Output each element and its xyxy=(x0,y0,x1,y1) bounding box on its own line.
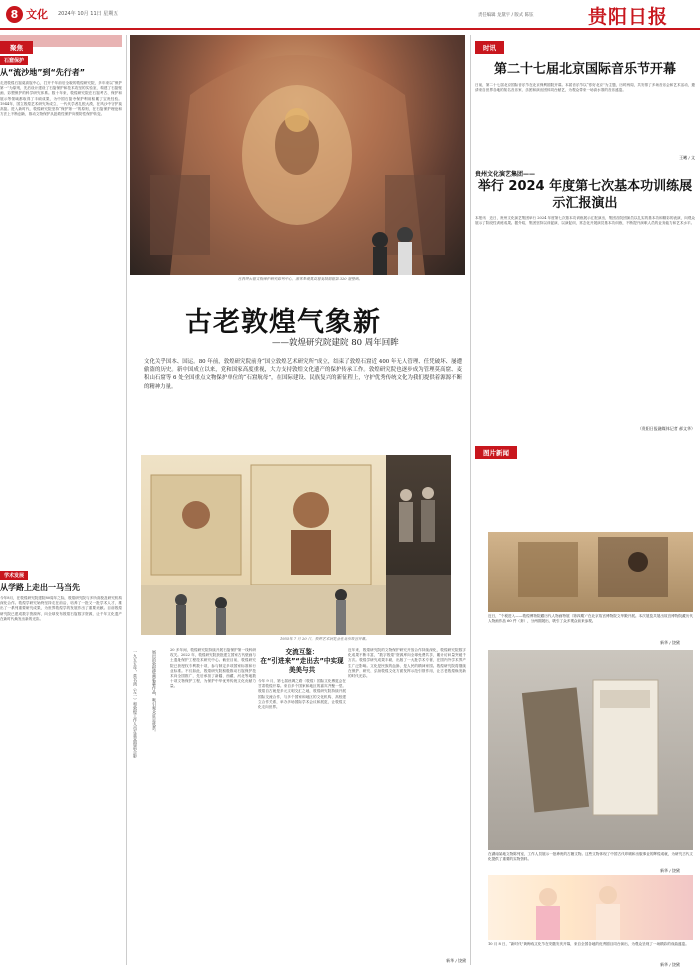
center-footer-credit: 新华 / 饶黛 xyxy=(446,958,466,963)
photo-news-credit-1: 新华 / 饶黛 xyxy=(660,640,680,645)
center-column-c xyxy=(348,648,466,964)
center-column-c-body: 近年来，敦煌研究院的文物保护研究开放合作持续深化，敦煌研究院数字化成果不断丰富，“数字敦煌”资源库向全球免费共享，累计访问量突破千万次。敦煌学研究成果丰硕，出版了一大批学术专著，在国内外学术界产生广泛影响。文化是民族的血脉，是人民的精神家园。敦煌研究院将继续在保护、研究、弘扬敦煌文化方面发挥示范引领作用，让古老敦煌焕发新的时代光彩。 xyxy=(348,648,466,679)
masthead xyxy=(0,0,700,30)
opera-performance-photo xyxy=(488,875,693,940)
opera-performance-illustration xyxy=(488,875,693,940)
column-divider-right xyxy=(470,35,471,965)
photo-news-caption-3: 10 月 8 日，“新时代”黄梅戏文化节在安徽安庆开幕，来自全国各地的优秀剧目同台演出，为观众呈现了一场精彩的戏曲盛宴。 xyxy=(488,942,689,946)
vertical-caption-2: 展出的敦煌壁画临摹作品，吸引观众驻足欣赏。 xyxy=(152,650,157,734)
editor-credits: 责任编辑 龙黛宇 / 版式 陈铉 xyxy=(478,13,534,18)
art-group-label: 贵州文化演艺集团—— xyxy=(475,171,536,178)
column-divider xyxy=(126,35,127,965)
hero-photo-cave-murals xyxy=(130,35,465,275)
ancient-books-photo xyxy=(488,650,693,850)
photo-news-header xyxy=(475,440,695,459)
training-show-title: 举行 2024 年度第七次基本功训练展示汇报演出 xyxy=(477,179,693,211)
main-subhead: ——敦煌研究院建院 80 周年回眸 xyxy=(272,338,399,348)
art-photo-caption: 1955年 7 月 20 日，敦煌艺术展览会在北京故宫开幕。 xyxy=(280,637,369,641)
section-name: 文化 xyxy=(26,8,48,21)
center-column-a-body: 20 多年间，敦煌研究院持续开展石窟保护第一线科研攻关。2022 年，敦煌研究院获批建立国家古代壁画与土遗址保护工程技术研究中心。截至目前，敦煌研究院已获授权专利数十项，参与制定多项国家标准和行业标准。不仅如此，敦煌研究院积极推动石窟保护技术向全国推广，先后承担了新疆、西藏、河北等地数十项文物保护工程，为保护中华优秀传统文化贡献力量。 xyxy=(170,648,256,689)
staff-group-photo xyxy=(386,455,451,635)
mural-exhibition-illustration xyxy=(141,455,386,635)
staff-group-illustration xyxy=(386,455,451,635)
left-column xyxy=(0,35,122,965)
cave-mural-illustration xyxy=(130,35,465,275)
section-bar xyxy=(0,35,122,52)
photo-news-credit-2: 新华 / 饶黛 xyxy=(660,868,680,873)
story1-label: 石窟保护 xyxy=(0,56,28,65)
training-show-credit: （贵阳日报融媒体记者 郝文华） xyxy=(637,426,695,431)
music-festival-title: 第二十七届北京国际音乐节开幕 xyxy=(493,62,676,77)
section-tag: 聚焦 xyxy=(0,41,33,54)
hero-caption: 在敦煌石窟文物保护研究陈列中心，游客参观莫高窟复制洞窟第 320 窟壁画。 xyxy=(237,277,363,281)
issue-date: 2024年 10月 11日 星期五 xyxy=(58,11,119,17)
center-column-b-body: 今年 9 月，第七届丝绸之路（敦煌）国际文化博览会在甘肃敦煌开幕。来自多个国家和地区的嘉宾齐聚一堂。敦煌自古就是多元文明交汇之地，敦煌研究院持续开展国际交流合作，与多个国家和地区的文化机构、高校建立合作关系，举办多场国际学术会议和展览，让敦煌文化走向世界。 xyxy=(258,679,346,710)
center-column-b xyxy=(258,648,346,949)
masthead-rule xyxy=(0,28,700,30)
photo-news-tag: 图片新闻 xyxy=(475,446,517,459)
ancient-books-illustration xyxy=(488,650,693,850)
newspaper-logo: 贵阳日报 xyxy=(588,6,669,28)
vertical-caption-1: 一九五五年，常书鸿（左一）和敦煌工作人员在莫高窟前合影 xyxy=(133,650,138,758)
painting-exhibition-illustration xyxy=(488,532,693,612)
page-number-badge: 8 xyxy=(6,6,23,23)
story2-label: 学术发展 xyxy=(0,571,28,580)
story1-title: 从“流沙地”到“先行者” xyxy=(0,68,86,77)
news-flash-tag: 时讯 xyxy=(475,41,504,54)
photo-news-caption-1: 近日，“个税进入——敦煌博物院藏历代人物画特展（第四期）”在北京故宫博物院文华殿开展。本次展览共展出故宫博物院藏历代人物画作品 60 件（套），分两期展出，吸引了众多观众前来参观。 xyxy=(488,614,693,623)
lead-paragraph: 文化关乎国本、国运。80 年前，敦煌研究院前身“国立敦煌艺术研究所”成立，结束了敦煌石窟近 400 年无人管理、任凭破坏、屡遭偷盗的历史。新中国成立以来，党和国家高度重视，大力支持敦煌文化遗产的保护传承工作。敦煌研究院也逐步成为管理莫高窟、麦积山石窟等 6 处全国重点文物保护单位的“石窟航母”，在国际建设、民族复兴的新征程上，守护优秀传统文化为我们提供着源源不断的精神力量。 xyxy=(144,359,462,390)
music-festival-body: 日前，第二十七届北京国际音乐节在北京保利剧院开幕。本届音乐节以“你好北京”为主题，历时两周，共安排了多场音乐会和艺术活动，邀请来自世界各地的知名音乐家、乐团和演出团体同台献艺，为观众带来一场高水准的音乐盛宴。 xyxy=(475,83,695,93)
story1-body: 走进敦煌石窟莫高窟中心，打开千年前后全貌的敦煌研究院，多年来以“保护第一”为原则，先后设计建设了石窟保护和技术攻坚的实验室，构建了石窟壁画、彩塑保护的科学研究体系。数十年来，敦煌研究院在石窟考古、保护和展示等领域都取得了丰硕成果，为中国石窟寺保护利用积累了宝贵经验。1944年，国立敦煌艺术研究所成立，一代代学者扎根大漠，在风沙中守护莫高窟。进入新时代，敦煌研究院坚持“保护第一”的原则，在石窟保护理论和方法上不断创新，推动文物保护从抢救性保护向预防性保护转变。 xyxy=(0,81,122,117)
photo-news-credit-3: 新华 / 饶黛 xyxy=(660,962,680,967)
exchange-subtitle: 交流互鉴： 在“引进来”“走出去”中实现美美与共 xyxy=(260,648,344,674)
main-headline: 古老敦煌气象新 xyxy=(185,307,381,338)
mural-exhibition-photo xyxy=(141,455,386,635)
painting-exhibition-photo xyxy=(488,532,693,612)
music-festival-credit: 王曦 / 文 xyxy=(679,155,695,160)
photo-news-caption-2: 在湖南某地文物陈列室，工作人员展示一批珍贵的古籍文物。这些文物体现了中国古代印刷和出版事业的辉煌成就，为研究古代文化提供了重要的实物资料。 xyxy=(488,852,693,861)
training-show-body: 本报讯 近日，贵州文化演艺集团举行 2024 年度第七次基本功训练展示汇报演出，集团各院团演员以扎实的基本功和精彩的表演，向观众展示了阶段性训练成果。据介绍，集团坚持以训促演、以演促训，常态化开展演员基本功训练，不断提升演职人员的业务能力和艺术水平。 xyxy=(475,216,695,226)
right-column xyxy=(475,35,695,459)
story2-body: 今年8月，在敦煌研究院建院80周年之际，敦煌研究院与多所高校及研究机构深化合作。敦煌学研究始终坚持走在前沿，培养了一批又一批学术人才，推出了一系列重要研究成果，为世界敦煌学的发展作出了重要贡献。目前敦煌研究院已建成数字资源库，向全球发布敦煌石窟数字资源，让千年文化遗产在新时代焕发出新的光彩。 xyxy=(0,596,122,621)
story2-title: 从学路上走出一马当先 xyxy=(0,583,80,592)
center-column-a xyxy=(170,648,256,948)
